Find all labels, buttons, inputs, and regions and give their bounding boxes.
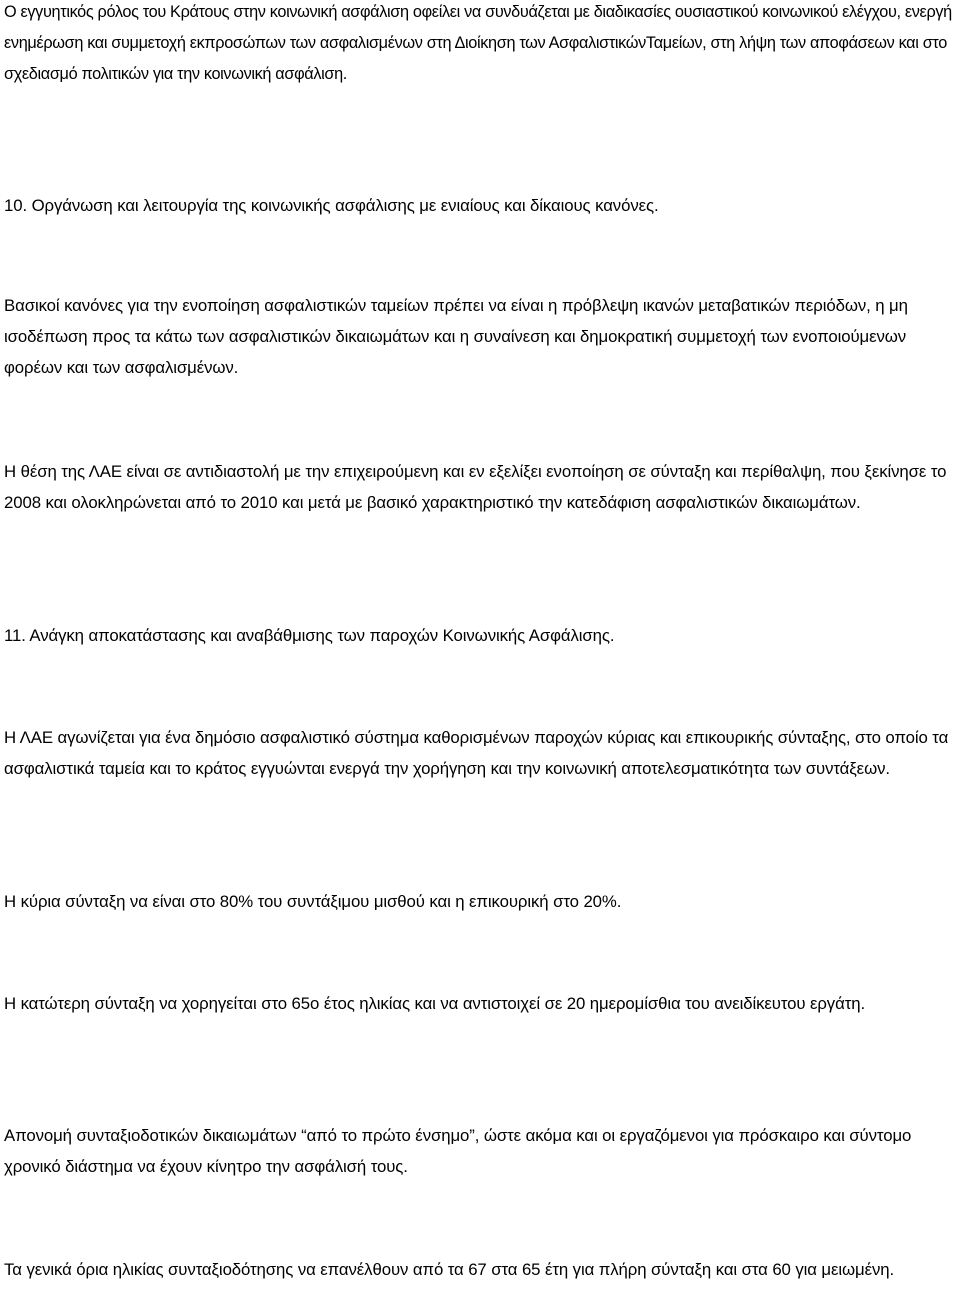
paragraph-main-pension-rate: Η κύρια σύνταξη να είναι στο 80% του συντάξιμου μισθού και η επικουρική στο 20%.: [4, 892, 622, 911]
paragraph-state-guarantee: Ο εγγυητικός ρόλος του Κράτους στην κοινωνική ασφάλιση οφείλει να συνδυάζεται με διαδικασίες ουσιαστικού κοινωνικού ελέγχου, ενεργή ενημέρωση και συμμετοχή εκπροσώπων των ασφαλισμένων στη Διοίκηση των ΑσφαλιστικώνΤαμείων, στη λήψη των αποφάσεων και στο σχεδιασμό πολιτικών για την κοινωνική ασφάλιση.: [4, 3, 952, 83]
paragraph-fund-unification-rules: Βασικοί κανόνες για την ενοποίηση ασφαλιστικών ταμείων πρέπει να είναι η πρόβλεψη ικανών μεταβατικών περιόδων, η μη ισοδέπωση προς τα κάτω των ασφαλιστικών δικαιωμάτων και η συναίνεση και δημοκρατική συμμετοχή των ενοποιούμενων φορέων και των ασφαλισμένων.: [4, 296, 908, 377]
paragraph-lae-position-unification: Η θέση της ΛΑΕ είναι σε αντιδιαστολή με την επιχειρούμενη και εν εξελίξει ενοποίηση σε σύνταξη και περίθαλψη, που ξεκίνησε το 2008 και ολοκληρώνεται από το 2010 και μετά με βασικό χαρακτηριστικό την κατεδάφιση ασφαλιστικών δικαιωμάτων.: [4, 462, 947, 512]
heading-section-11: 11. Ανάγκη αποκατάστασης και αναβάθμισης των παροχών Κοινωνικής Ασφάλισης.: [4, 626, 615, 645]
paragraph-first-stamp-rights: Απονομή συνταξιοδοτικών δικαιωμάτων “από το πρώτο ένσημο”, ώστε ακόμα και οι εργαζόμενοι για πρόσκαιρο και σύντομο χρονικό διάστημα να έχουν κίνητρο την ασφάλισή τους.: [4, 1126, 912, 1176]
paragraph-public-insurance-system: Η ΛΑΕ αγωνίζεται για ένα δημόσιο ασφαλιστικό σύστημα καθορισμένων παροχών κύριας και επικουρικής σύνταξης, στο οποίο τα ασφαλιστικά ταμεία και το κράτος εγγυώνται ενεργά την χορήγηση και την κοινωνική αποτελεσματικότητα των συντάξεων.: [4, 728, 949, 778]
paragraph-minimum-pension: Η κατώτερη σύνταξη να χορηγείται στο 65ο έτος ηλικίας και να αντιστοιχεί σε 20 ημερομίσθια του ανειδίκευτου εργάτη.: [4, 994, 866, 1013]
heading-section-10: 10. Οργάνωση και λειτουργία της κοινωνικής ασφάλισης με ενιαίους και δίκαιους κανόνες.: [4, 196, 659, 215]
paragraph-retirement-age-limits: Τα γενικά όρια ηλικίας συνταξιοδότησης να επανέλθουν από τα 67 στα 65 έτη για πλήρη σύνταξη και στα 60 για μειωμένη.: [4, 1260, 895, 1279]
